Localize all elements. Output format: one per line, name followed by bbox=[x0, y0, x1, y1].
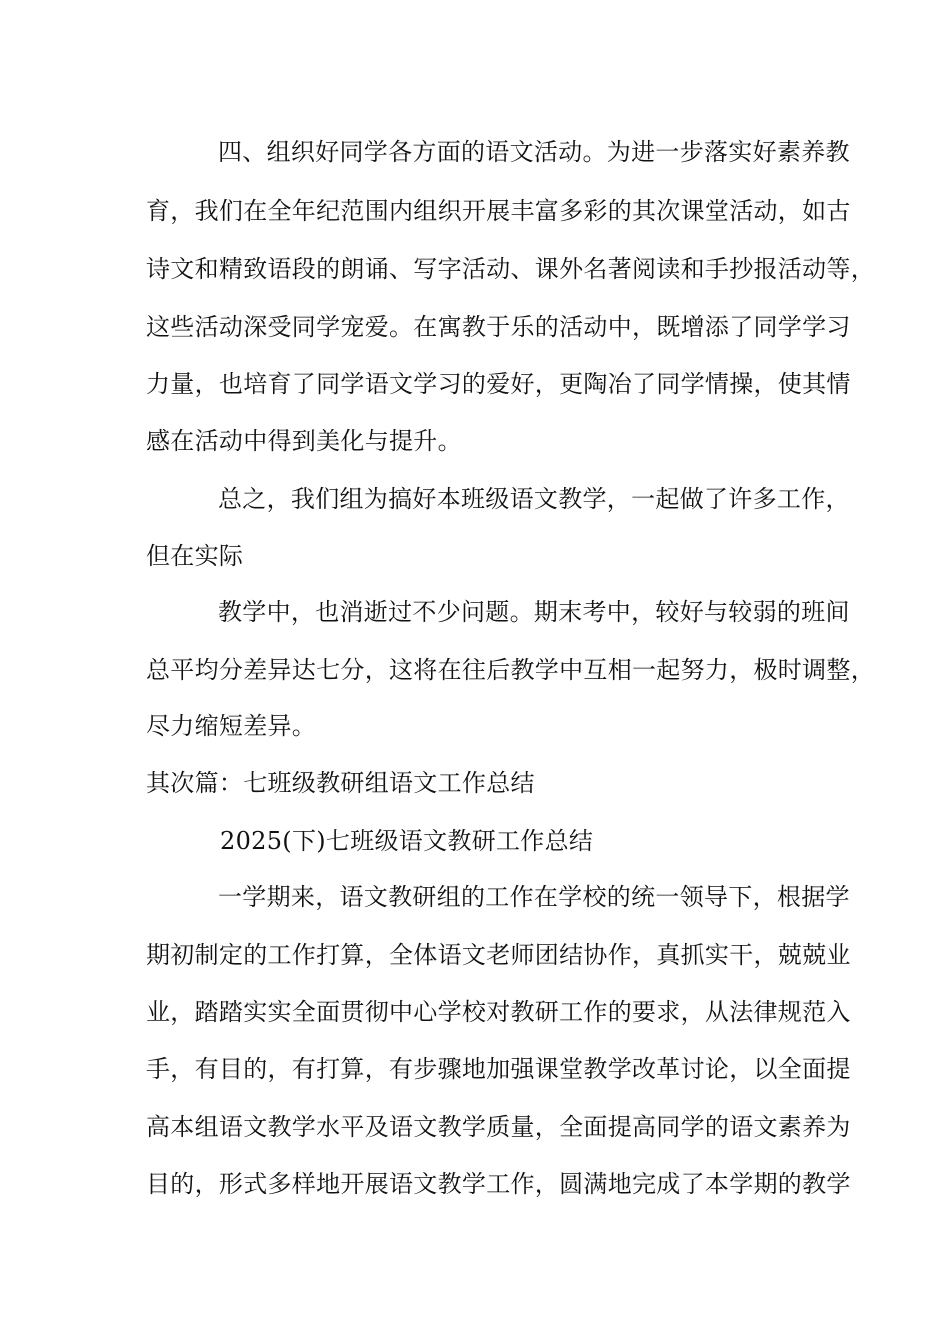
paragraph-line: 业，踏踏实实全面贯彻中心学校对教研工作的要求，从法律规范入 bbox=[146, 998, 851, 1026]
paragraph-line: 育，我们在全年纪范围内组织开展丰富多彩的其次课堂活动，如古 bbox=[146, 197, 851, 225]
paragraph-line: 目的，形式多样地开展语文教学工作，圆满地完成了本学期的教学 bbox=[146, 1170, 851, 1198]
paragraph-line: 尽力缩短差异。 bbox=[146, 712, 317, 740]
paragraph-line: 总平均分差异达七分，这将在往后教学中互相一起努力，极时调整， bbox=[146, 656, 875, 684]
paragraph-line: 感在活动中得到美化与提升。 bbox=[146, 427, 462, 455]
paragraph-line: 高本组语文教学水平及语文教学质量，全面提高同学的语文素养为 bbox=[146, 1113, 851, 1141]
section-title: 其次篇：七班级教研组语文工作总结 bbox=[146, 769, 535, 797]
paragraph-line: 手，有目的，有打算，有步骤地加强课堂教学改革讨论，以全面提 bbox=[146, 1055, 851, 1083]
paragraph-line: 这些活动深受同学宠爱。在寓教于乐的活动中，既增添了同学学习 bbox=[146, 313, 851, 341]
paragraph-line: 力量，也培育了同学语文学习的爱好，更陶冶了同学情操，使其情 bbox=[146, 370, 851, 398]
paragraph-line: 四、组织好同学各方面的语文活动。为进一步落实好素养教 bbox=[218, 138, 850, 166]
paragraph-line: 期初制定的工作打算，全体语文老师团结协作，真抓实干，兢兢业 bbox=[146, 941, 851, 969]
document-subtitle: 2025(下)七班级语文教研工作总结 bbox=[220, 827, 594, 855]
paragraph-line: 教学中，也消逝过不少问题。期末考中，较好与较弱的班间 bbox=[218, 598, 850, 626]
paragraph-line: 总之，我们组为搞好本班级语文教学，一起做了许多工作， bbox=[218, 485, 850, 513]
paragraph-line: 诗文和精致语段的朗诵、写字活动、课外名著阅读和手抄报活动等， bbox=[146, 255, 875, 283]
paragraph-line: 但在实际 bbox=[146, 542, 244, 570]
paragraph-line: 一学期来，语文教研组的工作在学校的统一领导下，根据学 bbox=[218, 883, 850, 911]
